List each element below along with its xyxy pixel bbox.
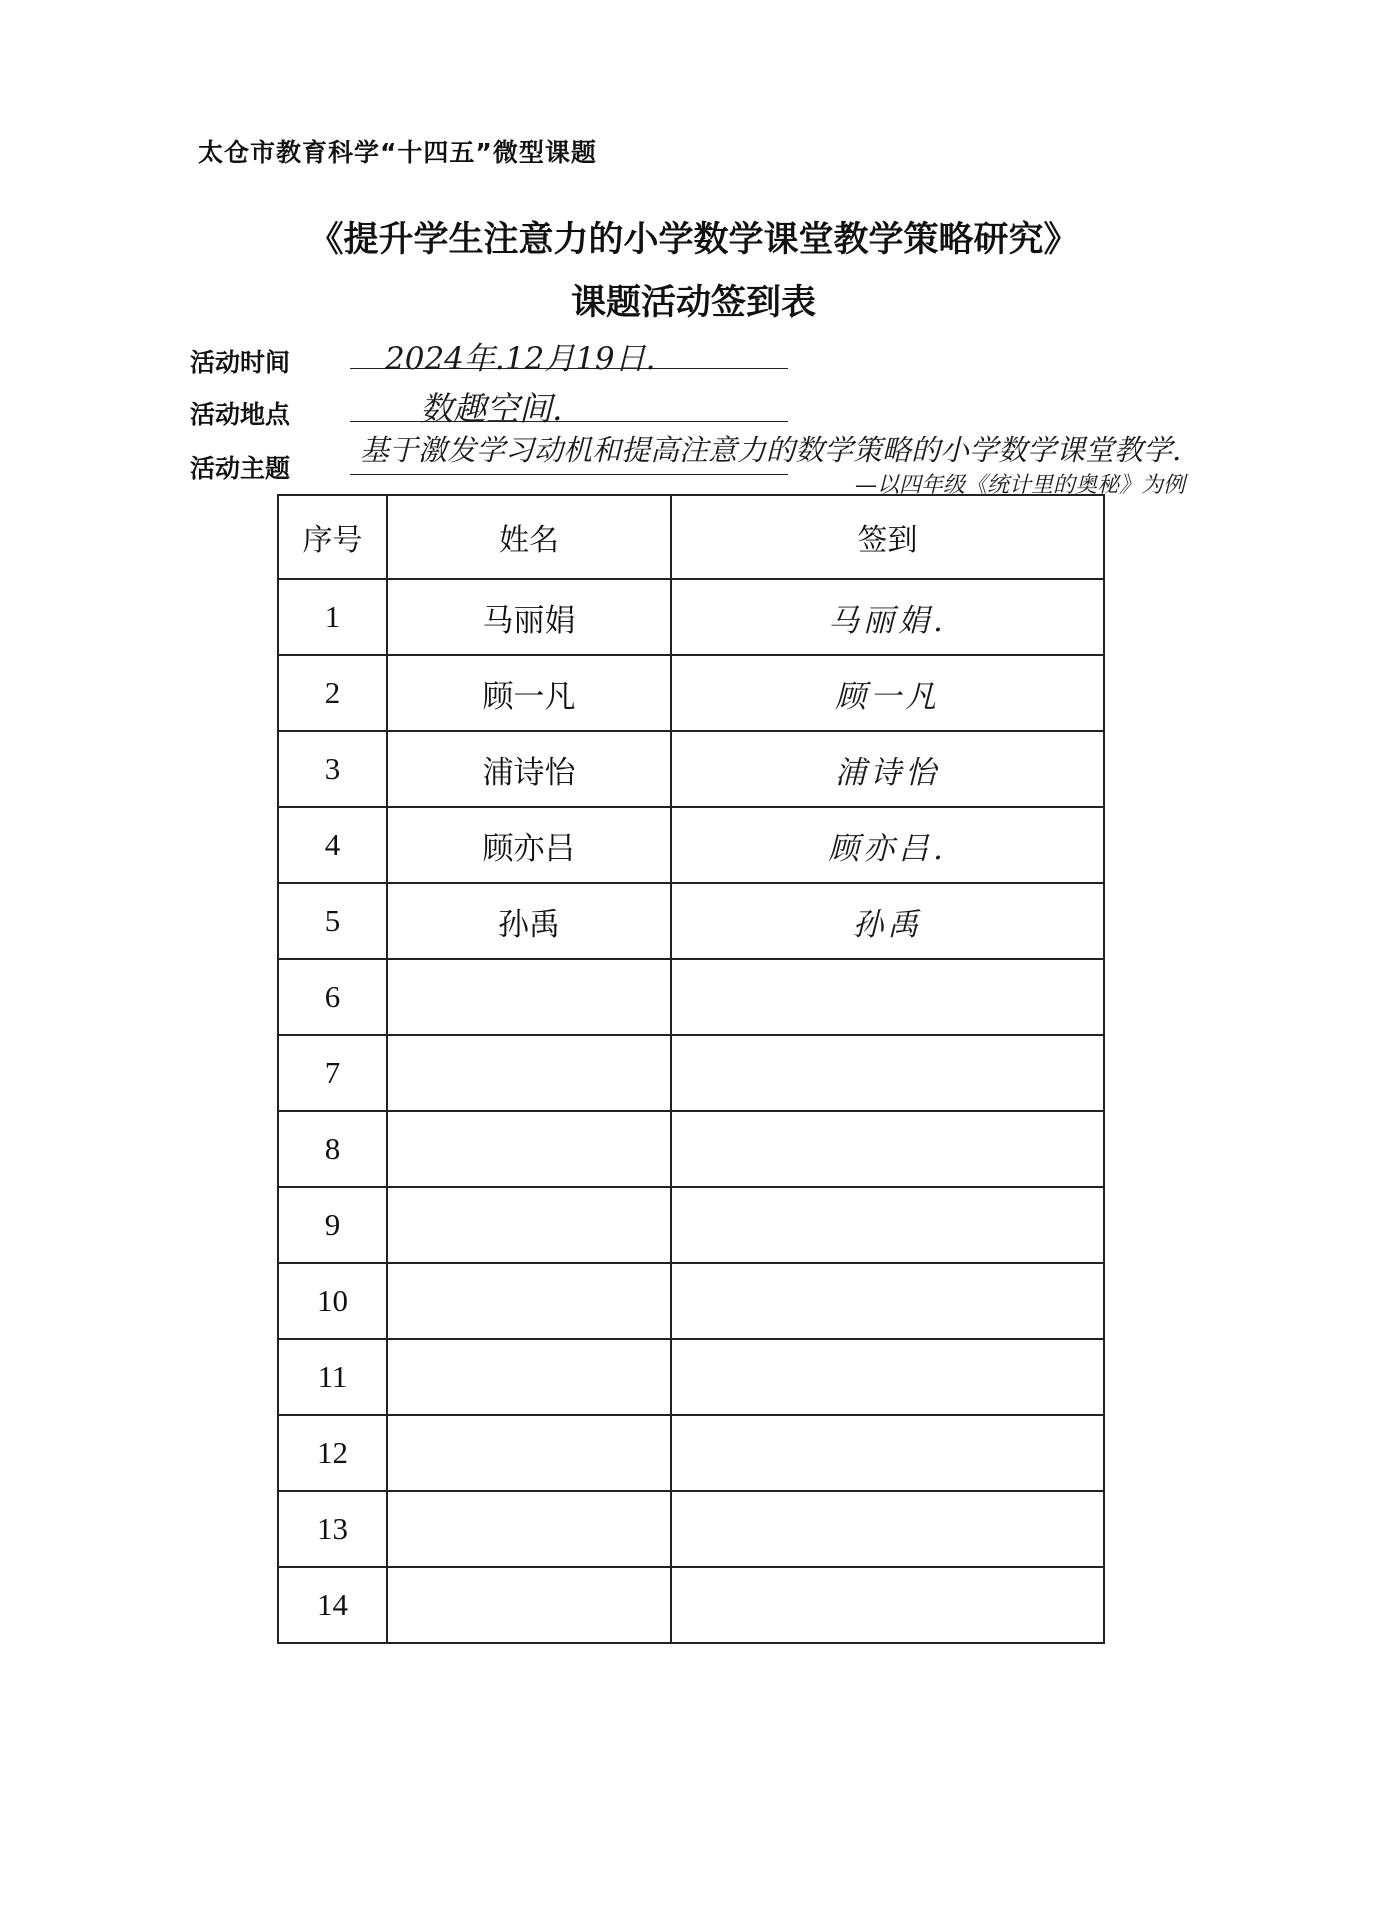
row-name <box>387 1263 671 1339</box>
row-signature: 顾一凡 <box>671 655 1104 731</box>
signin-table <box>277 494 1105 1644</box>
row-signature: 马丽娟. <box>671 579 1104 655</box>
table-row <box>278 1339 1104 1415</box>
activity-place-line <box>350 421 788 422</box>
row-name <box>387 1111 671 1187</box>
form-title: 课题活动签到表 <box>570 283 816 323</box>
project-title: 《提升学生注意力的小学数学课堂教学策略研究》 <box>308 220 1079 260</box>
row-signature <box>671 1111 1104 1187</box>
row-signature <box>671 1567 1104 1643</box>
row-name: 马丽娟 <box>387 579 671 655</box>
activity-theme-value-line2: —以四年级《统计里的奥秘》为例 <box>855 473 1186 498</box>
row-signature: 浦诗怡 <box>671 731 1104 807</box>
row-number: 6 <box>278 959 387 1035</box>
row-number: 12 <box>278 1415 387 1491</box>
row-number: 4 <box>278 807 387 883</box>
row-number: 8 <box>278 1111 387 1187</box>
row-name: 孙禹 <box>387 883 671 959</box>
table-row <box>278 1111 1104 1187</box>
row-name <box>387 1491 671 1567</box>
activity-theme-label: 活动主题 <box>190 454 291 483</box>
row-number: 2 <box>278 655 387 731</box>
row-signature <box>671 1339 1104 1415</box>
row-signature <box>671 1263 1104 1339</box>
row-name <box>387 1339 671 1415</box>
row-number: 7 <box>278 1035 387 1111</box>
row-signature <box>671 1035 1104 1111</box>
series-title: 太仓市教育科学“十四五”微型课题 <box>198 138 597 167</box>
header-name: 姓名 <box>387 495 671 579</box>
row-name <box>387 1415 671 1491</box>
table-row <box>278 1035 1104 1111</box>
header-number: 序号 <box>278 495 387 579</box>
table-header-row <box>278 495 1104 579</box>
table-row <box>278 1415 1104 1491</box>
row-number: 13 <box>278 1491 387 1567</box>
row-signature <box>671 1415 1104 1491</box>
row-number: 14 <box>278 1567 387 1643</box>
table-row <box>278 1187 1104 1263</box>
row-name: 顾一凡 <box>387 655 671 731</box>
row-name <box>387 1567 671 1643</box>
row-name: 顾亦吕 <box>387 807 671 883</box>
table-row <box>278 883 1104 959</box>
row-signature <box>671 1491 1104 1567</box>
activity-time-label: 活动时间 <box>190 348 291 377</box>
row-name <box>387 1187 671 1263</box>
activity-time-value: 2024年.12月19日. <box>385 341 656 377</box>
table-row <box>278 807 1104 883</box>
row-number: 5 <box>278 883 387 959</box>
activity-theme-value: 基于激发学习动机和提高注意力的数学策略的小学数学课堂教学. <box>360 433 1182 467</box>
table-row <box>278 1491 1104 1567</box>
table-row <box>278 579 1104 655</box>
row-number: 11 <box>278 1339 387 1415</box>
row-number: 1 <box>278 579 387 655</box>
row-signature: 顾亦吕. <box>671 807 1104 883</box>
table-row <box>278 731 1104 807</box>
row-number: 9 <box>278 1187 387 1263</box>
row-number: 3 <box>278 731 387 807</box>
row-signature: 孙禹 <box>671 883 1104 959</box>
table-row <box>278 1263 1104 1339</box>
row-name <box>387 1035 671 1111</box>
activity-theme-line <box>350 474 788 475</box>
header-signature: 签到 <box>671 495 1104 579</box>
row-signature <box>671 959 1104 1035</box>
row-name: 浦诗怡 <box>387 731 671 807</box>
activity-place-value: 数趣空间. <box>420 389 563 428</box>
table-row <box>278 959 1104 1035</box>
table-row <box>278 1567 1104 1643</box>
activity-place-label: 活动地点 <box>190 400 291 429</box>
row-name <box>387 959 671 1035</box>
table-row <box>278 655 1104 731</box>
row-signature <box>671 1187 1104 1263</box>
row-number: 10 <box>278 1263 387 1339</box>
